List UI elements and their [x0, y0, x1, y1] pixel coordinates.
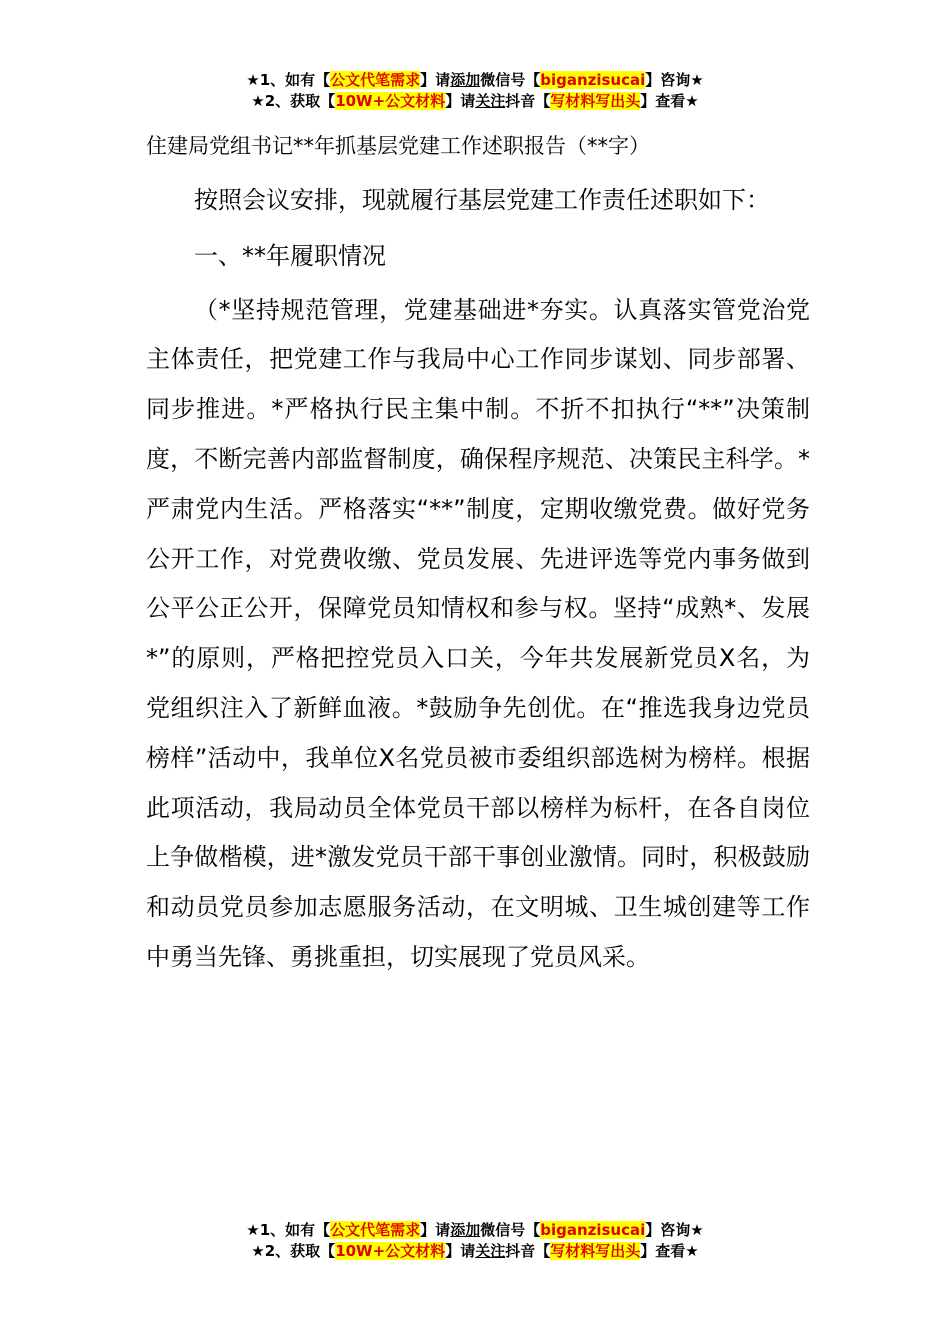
promo-text: 微信号【: [480, 1221, 541, 1239]
promo-text: 微信号【: [480, 71, 541, 89]
section-paragraph: （*坚持规范管理，党建基础进*夯实。认真落实管党治党主体责任，把党建工作与我局中心工作同步谋划、同步部署、同步推进。*严格执行民主集中制。不折不扣执行“**”决策制度，不断完善内部监督制度，确保程序规范、决策民主科学。*严肃党内生活。严格落实“**”制度，定期收缴党费。做好党务公开工作，对党费收缴、党员发展、先进评选等党内事务做到公平公正公开，保障党员知情权和参与权。坚持“成熟*、发展*”的原则，严格把控党员入口关，今年共发展新党员X名，为党组织注入了新鲜血液。*鼓励争先创优。在“推选我身边党员榜样”活动中，我单位X名党员被市委组织部选树为榜样。根据此项活动，我局动员全体党员干部以榜样为标杆，在各自岗位上争做楷模，进*激发党员干部干事创业激情。同时，积极鼓励和动员党员参加志愿服务活动，在文明城、卫生城创建等工作中勇当先锋、勇挑重担，切实展现了党员风采。: [146, 295, 810, 971]
promo-text: 】咨询★: [645, 1221, 704, 1239]
promo-highlight: 公文代笔需求: [330, 71, 421, 89]
promo-text: 】请: [445, 92, 476, 110]
section-heading: 一、**年履职情况: [194, 241, 386, 270]
promo-banner-top: [0, 70, 950, 112]
promo-text: 】请: [420, 71, 451, 89]
document-body: [146, 176, 810, 983]
promo-text: 1、如有【: [259, 71, 331, 89]
promo-highlight: 写材料写出头: [550, 92, 641, 110]
star-icon: ★: [251, 92, 265, 110]
promo-highlight: 10W+公文材料: [335, 92, 446, 110]
promo-line-2: [0, 91, 950, 112]
promo-text: 】咨询★: [645, 71, 704, 89]
promo-text: 2、获取【: [264, 1242, 336, 1260]
document-title: 住建局党组书记**年抓基层党建工作述职报告（**字）: [146, 134, 650, 158]
promo-text: 2、获取【: [264, 92, 336, 110]
star-icon: ★: [246, 71, 260, 89]
promo-banner-bottom: [0, 1220, 950, 1262]
promo-underline: 添加: [450, 71, 481, 89]
promo-text: 】查看★: [640, 1242, 699, 1260]
promo-text: 抖音【: [505, 1242, 551, 1260]
promo-highlight: biganzisucai: [540, 71, 646, 89]
promo-underline: 添加: [450, 1221, 481, 1239]
star-icon: ★: [251, 1242, 265, 1260]
promo-highlight: 写材料写出头: [550, 1242, 641, 1260]
intro-paragraph: 按照会议安排，现就履行基层党建工作责任述职如下：: [194, 186, 770, 214]
promo-text: 】请: [445, 1242, 476, 1260]
promo-highlight: 公文代笔需求: [330, 1221, 421, 1239]
promo-highlight: 10W+公文材料: [335, 1242, 446, 1260]
promo-underline: 关注: [475, 1242, 506, 1260]
promo-text: 】请: [420, 1221, 451, 1239]
promo-line-1: [0, 70, 950, 91]
promo-line-1: [0, 1220, 950, 1241]
promo-highlight: biganzisucai: [540, 1221, 646, 1239]
promo-line-2: [0, 1241, 950, 1262]
star-icon: ★: [246, 1221, 260, 1239]
promo-text: 抖音【: [505, 92, 551, 110]
promo-text: 1、如有【: [259, 1221, 331, 1239]
promo-text: 】查看★: [640, 92, 699, 110]
promo-underline: 关注: [475, 92, 506, 110]
